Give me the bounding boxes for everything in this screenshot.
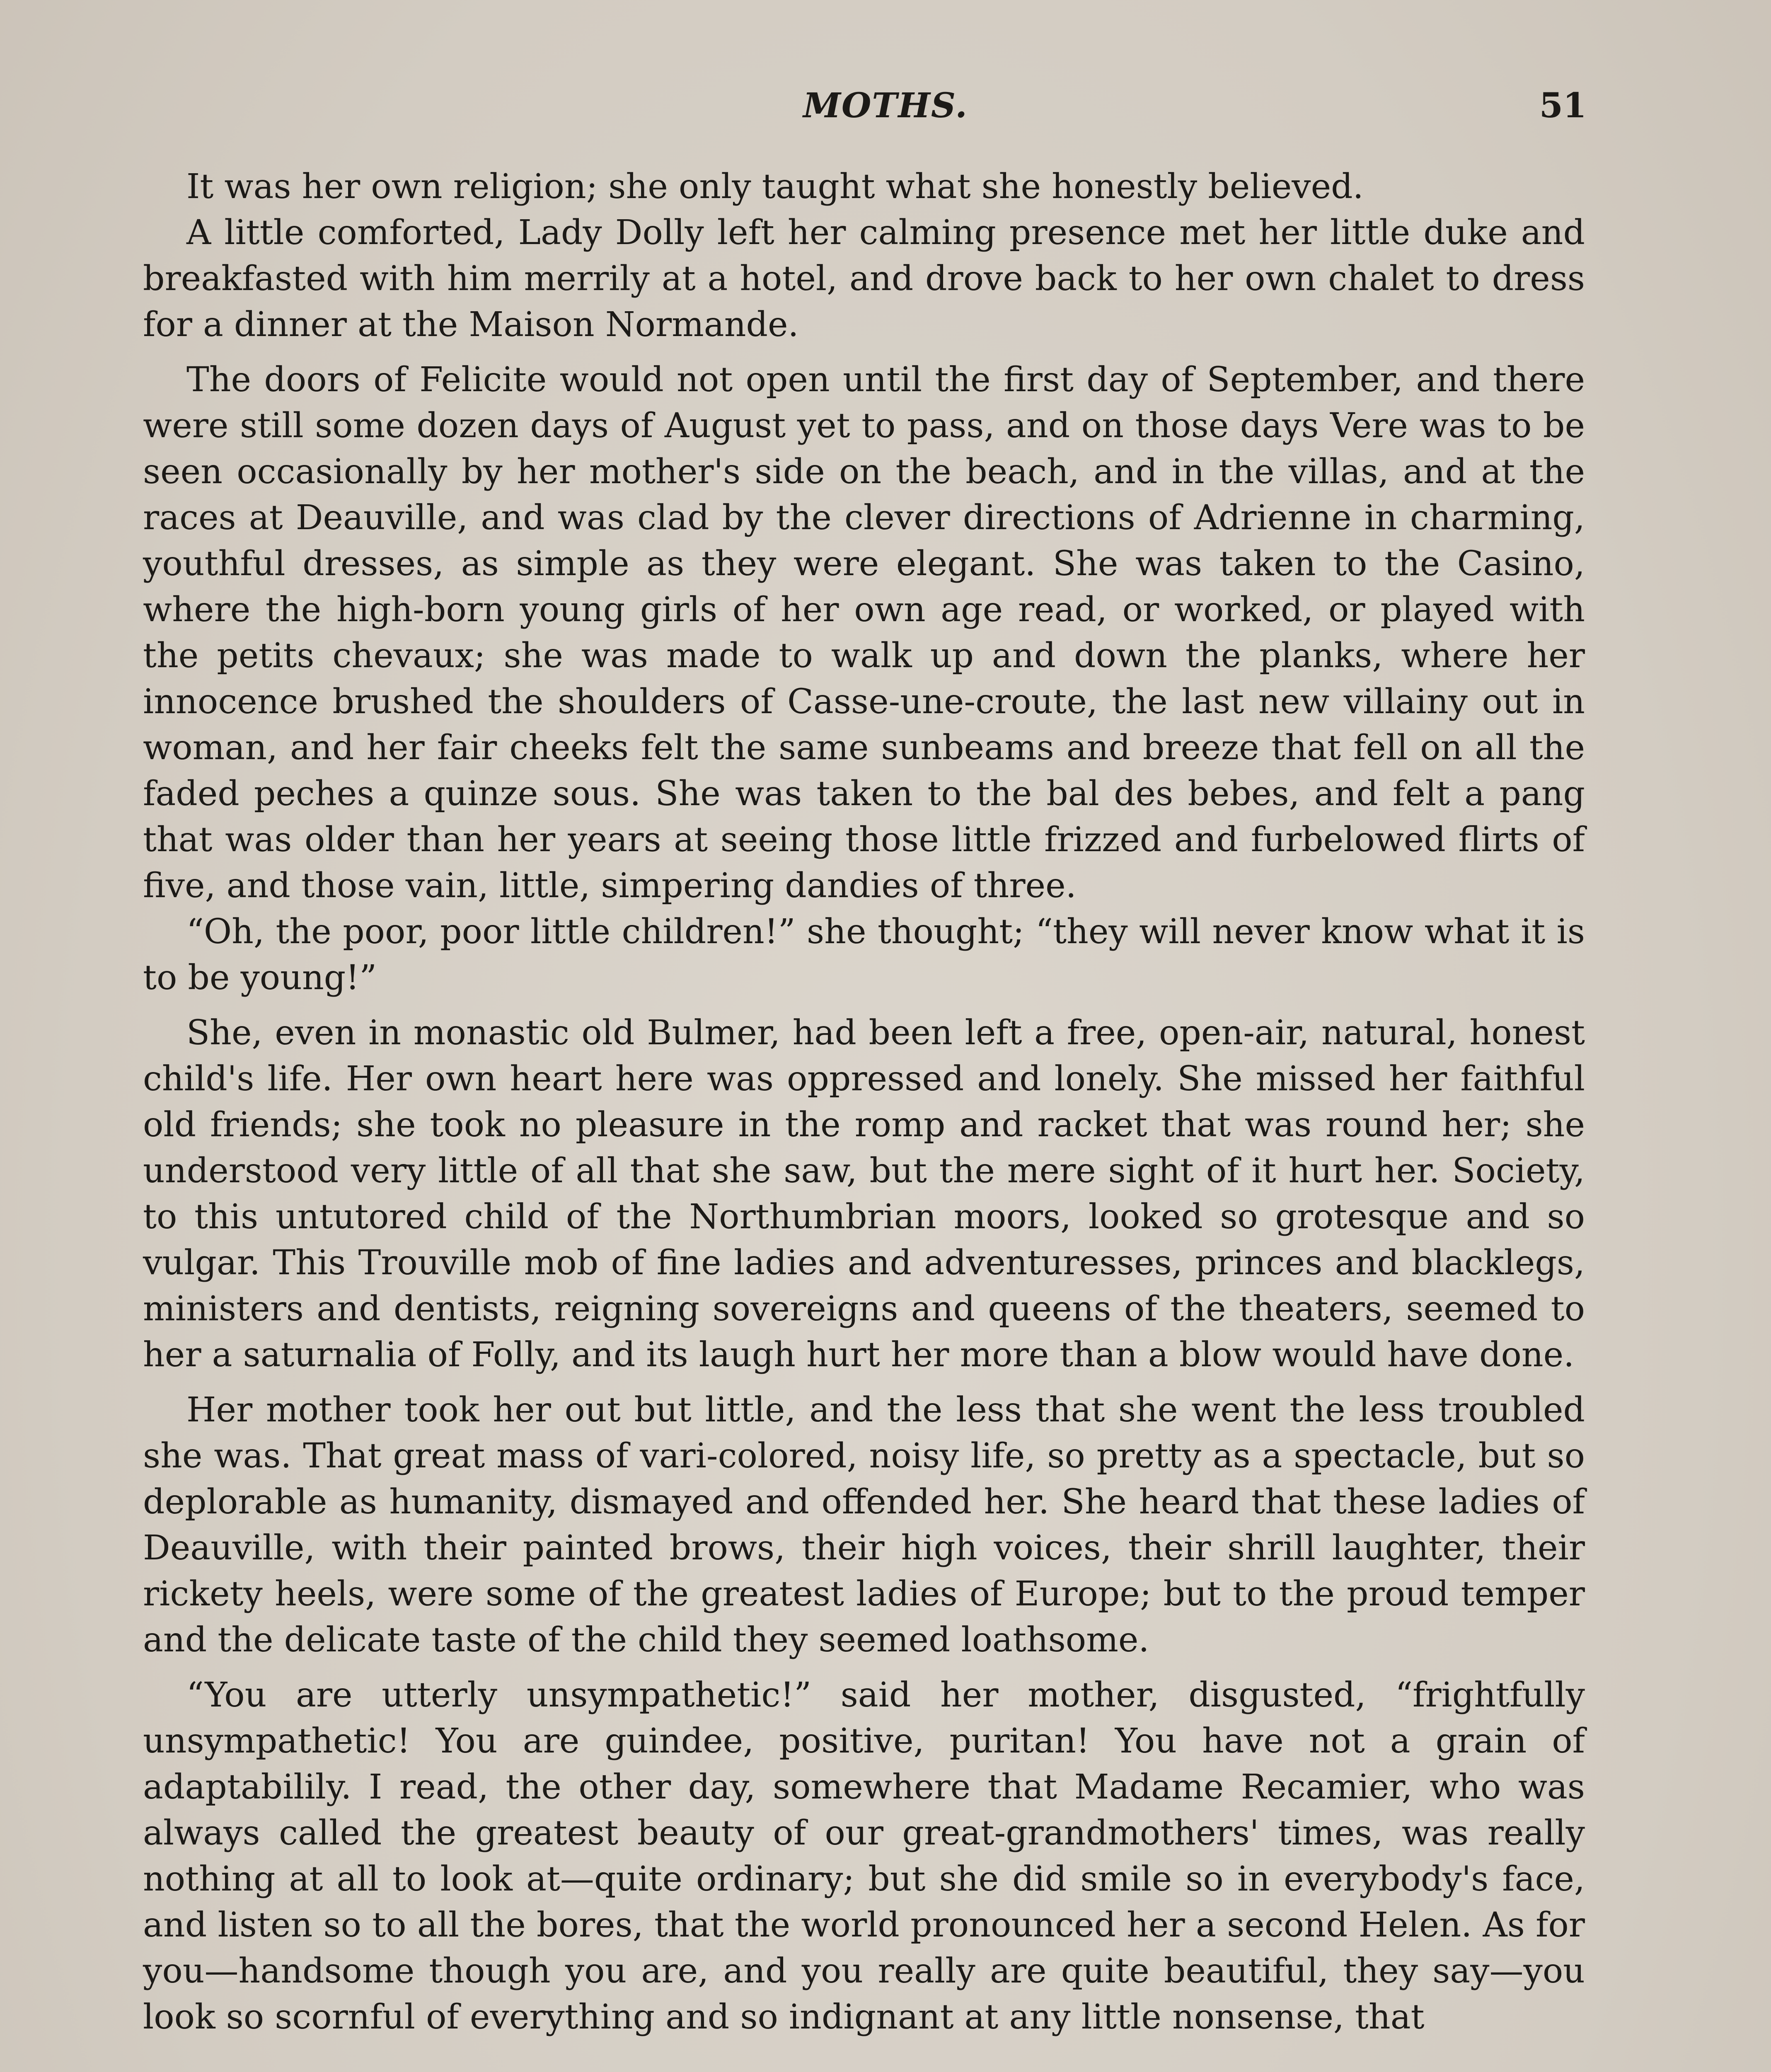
paragraph-6: Her mother took her out but little, and the less that she went the less troubled she was. That great mass of vari-colored, noisy life, so pretty as a spectacle, but so deplorable as humanity, dismayed and offended her. She heard that these ladies of Deauville, with their painted brows, their high voices, their shrill laughter, their rickety heels, were some of the greatest ladies of Europe; but to the proud temper and the delicate taste of the child they seemed loathsome. bbox=[143, 1390, 1585, 1660]
paragraph-1: It was her own religion; she only taught what she honestly believed. bbox=[186, 167, 1364, 206]
paragraph-7: “You are utterly unsympathetic!” said her mother, disgusted, “frightfully unsympathetic! You are guindee, positive, puritan! You have not a grain of adaptabilily. I read, the other day, somewhere that Madame Recamier, who was always called the greatest beauty of our great-grandmothers' times, was really nothing at all to look at—quite ordinary; but she did smile so in everybody's face, and listen so to all the bores, that the world pronounced her a second Helen. As for you—handsome though you are, and you really are quite beautiful, they say—you look so scornful of everything and so indignant at any little nonsense, that bbox=[143, 1675, 1585, 2037]
paragraph-5: She, even in monastic old Bulmer, had been left a free, open-air, natural, honest child's life. Her own heart here was oppressed and lonely. She missed her faithful old friends; she took no pleasure in the romp and racket that was round her; she understood very little of all that she saw, but the mere sight of it hurt her. Society, to this untutored child of the Northumbrian moors, looked so grotesque and so vulgar. This Trouville mob of fine ladies and adventuresses, princes and blacklegs, ministers and dentists, reigning sovereigns and queens of the theaters, seemed to her a saturnalia of Folly, and its laugh hurt her more than a blow would have done. bbox=[143, 1013, 1585, 1375]
running-title: MOTHS. bbox=[803, 86, 968, 126]
body-text bbox=[143, 164, 1585, 2040]
running-head bbox=[0, 85, 1771, 131]
paragraph-3: The doors of Felicite would not open until the first day of September, and there were still some dozen days of August yet to pass, and on those days Vere was to be seen occasionally by her mother's side on the beach, and in the villas, and at the races at Deauville, and was clad by the clever directions of Adrienne in charming, youthful dresses, as simple as they were elegant. She was taken to the Casino, where the high-born young girls of her own age read, or worked, or played with the petits chevaux; she was made to walk up and down the planks, where her innocence brushed the shoulders of Casse-une-croute, the last new villainy out in woman, and her fair cheeks felt the same sunbeams and breeze that fell on all the faded peches a quinze sous. She was taken to the bal des bebes, and felt a pang that was older than her years at seeing those little frizzed and furbelowed flirts of five, and those vain, little, simpering dandies of three. bbox=[143, 360, 1585, 905]
paragraph-2: A little comforted, Lady Dolly left her calming presence met her little duke and breakfasted with him merrily at a hotel, and drove back to her own chalet to dress for a dinner at the Maison Normande. bbox=[143, 213, 1585, 344]
paragraph-4: “Oh, the poor, poor little children!” she thought; “they will never know what it is to be young!” bbox=[143, 912, 1585, 997]
page-number: 51 bbox=[1539, 86, 1587, 126]
